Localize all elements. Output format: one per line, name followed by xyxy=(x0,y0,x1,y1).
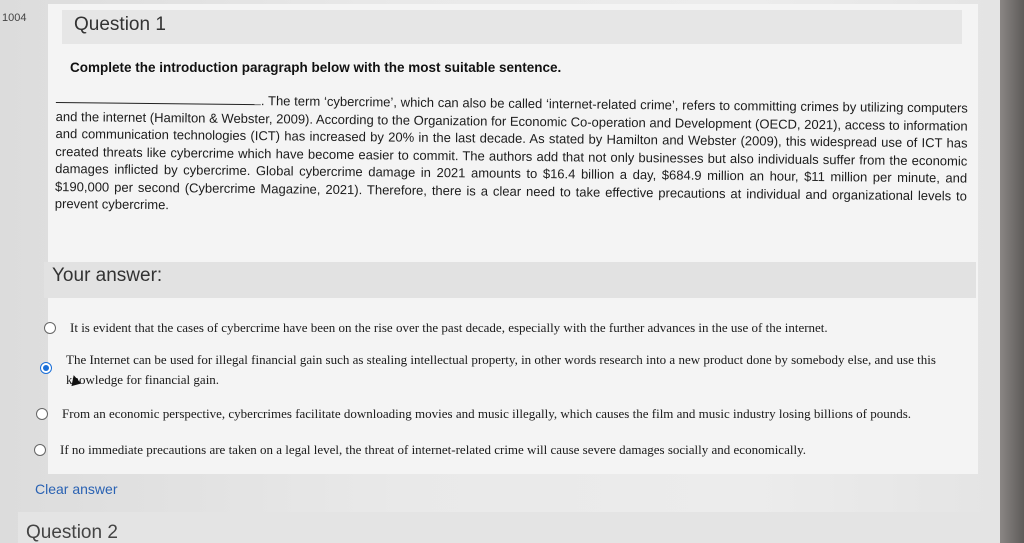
next-question-title: Question 2 xyxy=(26,522,118,543)
answer-label: Your answer: xyxy=(52,265,163,286)
question-header xyxy=(62,10,962,44)
answer-option-text: The Internet can be used for illegal financial gain such as stealing intellectual property, in other words research into a new product done by somebody else, and use this knowledge for financial gain. xyxy=(66,352,936,387)
corner-label: 1004 xyxy=(2,12,27,24)
answer-option-text: From an economic perspective, cybercrimes facilitate downloading movies and music illegally, which causes the film and music industry losing billions of pounds. xyxy=(62,406,912,421)
answer-option-4[interactable] xyxy=(34,440,934,460)
answer-option-text: If no immediate precautions are taken on a legal level, the threat of internet-related crime will cause severe damages socially and economically. xyxy=(60,442,806,457)
question-title: Question 1 xyxy=(74,14,166,35)
radio-unchecked-icon[interactable] xyxy=(36,408,48,420)
answer-option-2[interactable] xyxy=(40,350,965,390)
question-passage xyxy=(55,90,968,222)
answer-header xyxy=(44,262,976,298)
clear-answer-link[interactable]: Clear answer xyxy=(35,481,118,497)
passage-text: . The term ‘cybercrime’, which can also be called ‘internet-related crime’, refers to committing crimes by utilizing computers and the internet (Hamilton & Webster, 2009). According to the Organization for Economic Co-operation and Development (OECD, 2021), access to information and communication technologies (ICT) has increased by 20% in the last decade. As stated by Hamilton and Webster (2009), this widespread use of ICT has created threats like cybercrime which have become easier to commit. The authors add that not only businesses but also individuals suffer from the economic damages inflicted by cybercrime. Global cybercrime damage in 2021 amounts to $16.4 billion a day, $684.9 million an hour, $11 million per minute, and $190,000 per second (Cybercrime Magazine, 2021). Therefore, there is a clear need to take effective precautions at individual and organizational levels to prevent cybercrime. xyxy=(54,93,968,213)
question-instruction: Complete the introduction paragraph below with the most suitable sentence. xyxy=(70,60,562,75)
radio-unchecked-icon[interactable] xyxy=(44,322,56,334)
answer-option-3[interactable] xyxy=(36,404,976,424)
passage-blank xyxy=(56,90,261,105)
next-question-header xyxy=(18,512,998,543)
device-bezel xyxy=(1000,0,1024,543)
radio-checked-icon[interactable] xyxy=(40,362,52,374)
radio-unchecked-icon[interactable] xyxy=(34,444,46,456)
answer-option-text: It is evident that the cases of cybercrime have been on the rise over the past decade, especially with the further advances in the use of the internet. xyxy=(70,320,828,335)
answer-option-1[interactable] xyxy=(44,318,944,338)
